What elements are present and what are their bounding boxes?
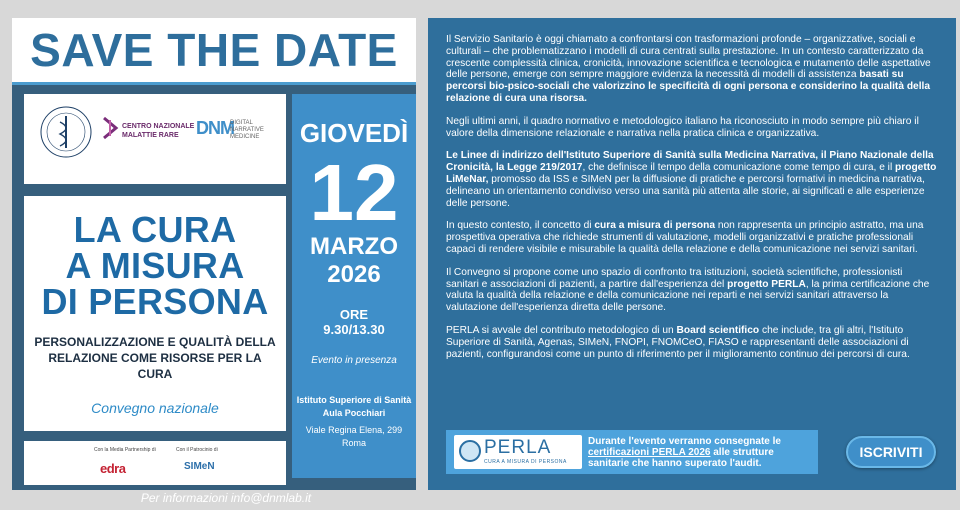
logo-strip (24, 94, 286, 184)
paragraph-2: Negli ultimi anni, il quadro normativo e metodologico italiano ha riconosciuto in modo sempre più chiaro il valore della dimensione relazionale e narrativa nella pratica clinica e organizzativa. (446, 115, 919, 139)
title-line-2: A MISURA (65, 245, 245, 286)
event-type: Convegno nazionale (91, 400, 219, 416)
perla-note: Durante l'evento verranno consegnate le certificazioni PERLA 2026 alle strutture sanitarie che hanno superato l'audit. (588, 436, 781, 469)
perla-wordmark: PERLA (484, 437, 552, 458)
save-the-date-banner: SAVE THE DATE (12, 18, 416, 85)
media-partner-caption: Con la Media Partnership di (94, 447, 156, 453)
cnmr-logo (102, 116, 195, 145)
cnmr-line-1: CENTRO NAZIONALE (122, 123, 195, 130)
month: MARZO (310, 233, 398, 260)
perla-tagline: CURA A MISURA DI PERSONA (484, 459, 567, 465)
title-line-1: LA CURA (73, 209, 237, 250)
partners-strip (24, 441, 286, 485)
event-subtitle: PERSONALIZZAZIONE E QUALITÀ DELLA RELAZIONE COME RISORSE PER LA CURA (34, 335, 276, 381)
event-mode: Evento in presenza (311, 355, 397, 366)
year: 2026 (327, 261, 381, 288)
event-flyer (12, 18, 416, 505)
dnm-line-1: DIGITAL (230, 120, 253, 126)
edra-logo: edra (100, 461, 126, 476)
patrocinio-caption: Con il Patrocinio di (176, 447, 218, 453)
cnmr-line-2: MALATTIE RARE (122, 132, 179, 139)
date-column (292, 94, 416, 478)
event-title (24, 209, 286, 322)
paragraph-3: Le Linee di indirizzo dell'Istituto Superiore di Sanità sulla Medicina Narrativa, il Piano Nazionale della Cronicità, la Legge 219/2017, che definisce il tempo della comunicazione come tempo di cura, e il progetto LiMeNar, promosso da ISS e SIMeN per la diffusione di pratiche e percorsi formativi in medicina narrativa, delineano un orientamento condiviso verso una sanità più attenta alle storie, ai significati e alle esperienze delle persone. (446, 150, 937, 209)
venue-room: Aula Pocchiari (322, 408, 386, 418)
venue-name: Istituto Superiore di Sanità (296, 395, 412, 405)
perla-pearl-icon (459, 440, 481, 462)
paragraph-1: Il Servizio Sanitario è oggi chiamato a confrontarsi con trasformazioni profonde – organizzative, sociali e culturali – che problematizzano i modelli di cura centrati sulla prestazione. In un contesto caratterizzato da crescente complessità clinica, cronicità, innovazione scientifica e tecnologica e mutamento delle aspettative delle persone, emerge con sempre maggiore evidenza la necessità di modelli di assistenza basati su percorsi bio-psico-sociali che valorizzino le specificità di ogni persona e considerino la qualità della relazione di cura una risorsa. (446, 34, 931, 104)
description-text (446, 34, 938, 371)
iss-logo-icon (38, 104, 94, 160)
perla-banner (446, 430, 818, 474)
title-line-3: DI PERSONA (41, 281, 269, 322)
info-contact: Per informazioni info@dnmlab.it (140, 491, 312, 505)
cnmr-mark-icon (102, 116, 118, 140)
dnm-line-3: MEDICINE (230, 134, 260, 140)
dnm-line-2: NARRATIVE (230, 127, 264, 133)
dnm-logo (196, 118, 264, 140)
description-panel (428, 18, 956, 490)
register-button[interactable]: ISCRIVITI (846, 436, 936, 468)
day-number: 12 (309, 148, 399, 237)
paragraph-5: Il Convegno si propone come uno spazio di confronto tra istituzioni, società scientifiche, professionisti sanitari e associazioni di pazienti, a partire dall'esperienza del progetto PERLA, la prima certificazione che valuta la qualità della relazione e della comunicazione nei reparti e nei servizi sanitari attraverso la valutazione dell'esperienza diretta delle persone. (446, 266, 930, 314)
weekday: GIOVEDÌ (299, 118, 409, 148)
paragraph-4: In questo contesto, il concetto di cura a misura di persona non rappresenta un principio astratto, ma una prospettiva operativa che richiede strumenti di valutazione, modelli organizzativi e pratiche professionali capaci di rendere visibile e misurabile la qualità della relazione e della comunicazione nei servizi sanitari. (446, 220, 924, 255)
event-title-box (24, 196, 286, 431)
venue-address: Viale Regina Elena, 299 (305, 425, 403, 435)
venue-city: Roma (341, 438, 366, 448)
time-range: 9.30/13.30 (323, 322, 385, 337)
perla-logo (454, 435, 582, 469)
paragraph-6: PERLA si avvale del contributo metodologico di un Board scientifico che include, tra gli altri, l'Istituto Superiore di Sanità, Agenas, SIMeN, FNOPI, FNOMCeO, FIASO e rappresentanti delle associazioni di pazienti, configurandosi come un punto di riferimento per il miglioramento continuo dei percorsi di cura. (446, 324, 910, 360)
time-label: ORE (339, 307, 369, 322)
dnm-mark: DNM (196, 118, 234, 138)
simen-logo: SIMeN (184, 461, 215, 472)
